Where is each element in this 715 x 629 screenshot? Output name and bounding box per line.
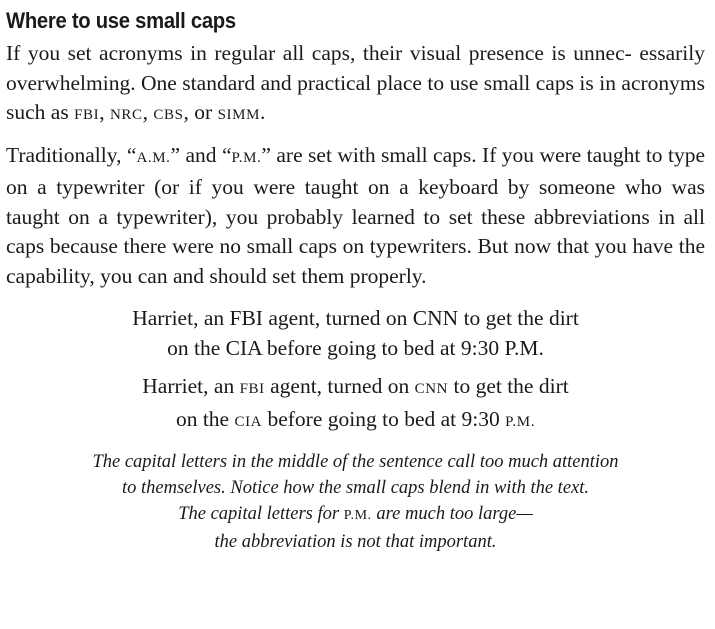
small-caps-nrc: NRC [109,107,143,123]
text: Harriet, an [142,374,240,398]
small-caps-pm: P.M. [231,149,262,166]
example1-line2: on the CIA before going to bed at 9:30 P.M. [167,336,544,360]
separator: , or [183,100,218,124]
separator: , [99,100,110,124]
period: . [260,100,266,124]
caption-line1: The capital letters in the middle of the sentence call too much attention [92,452,619,472]
small-caps-simm: SIMM [217,107,261,123]
caption-line4: the abbreviation is not that important. [214,532,497,552]
small-caps-pm: P.M. [343,508,372,523]
caption [6,449,705,555]
separator: , [142,100,154,124]
text: The capital letters for [178,504,344,524]
p2-pre: Traditionally, “ [6,142,137,167]
p2-post: ” are set with small caps. If you were taught to type on a typewriter (or if you were taught on a keyboard by someone who was taught on a typewriter), you probably learned to set these abbreviations in all caps because there were no small caps on typewriters. But now that you have the capability, you can and should set them properly. [6,142,705,288]
small-caps-am: A.M. [136,149,171,166]
text: before going to bed at 9:30 [262,407,506,431]
text: to get the dirt [448,374,569,398]
p1-line3-pre: caps is in acronyms such as [6,70,705,124]
p1-line2: essarily overwhelming. One standard and practical place to use small [6,41,706,95]
p1-line1: If you set acronyms in regular all caps, their visual presence is unnec- [6,41,632,65]
section-heading: Where to use small caps [6,8,236,33]
examples-block [6,303,705,437]
example-small-caps [6,371,705,437]
small-caps-cia: CIA [234,414,263,430]
example2-line2 [6,404,705,437]
example2-line1 [6,371,705,404]
p2-mid: ” and “ [170,142,232,167]
small-caps-cbs: CBS [153,107,184,123]
caption-line3 [6,501,705,529]
text: are much too large— [371,504,533,524]
paragraph-acronyms [6,39,705,131]
small-caps-fbi: FBI [74,107,100,123]
caption-line2: to themselves. Notice how the small caps blend in with the text. [121,478,590,498]
text: on the [175,407,235,431]
small-caps-pm: P.M. [505,414,536,430]
small-caps-cnn: CNN [414,381,449,397]
small-caps-fbi: FBI [239,381,265,397]
example-all-caps [6,303,705,363]
paragraph-am-pm [6,141,705,292]
example1-line1: Harriet, an FBI agent, turned on CNN to get the dirt [132,306,579,330]
text: agent, turned on [264,374,415,398]
